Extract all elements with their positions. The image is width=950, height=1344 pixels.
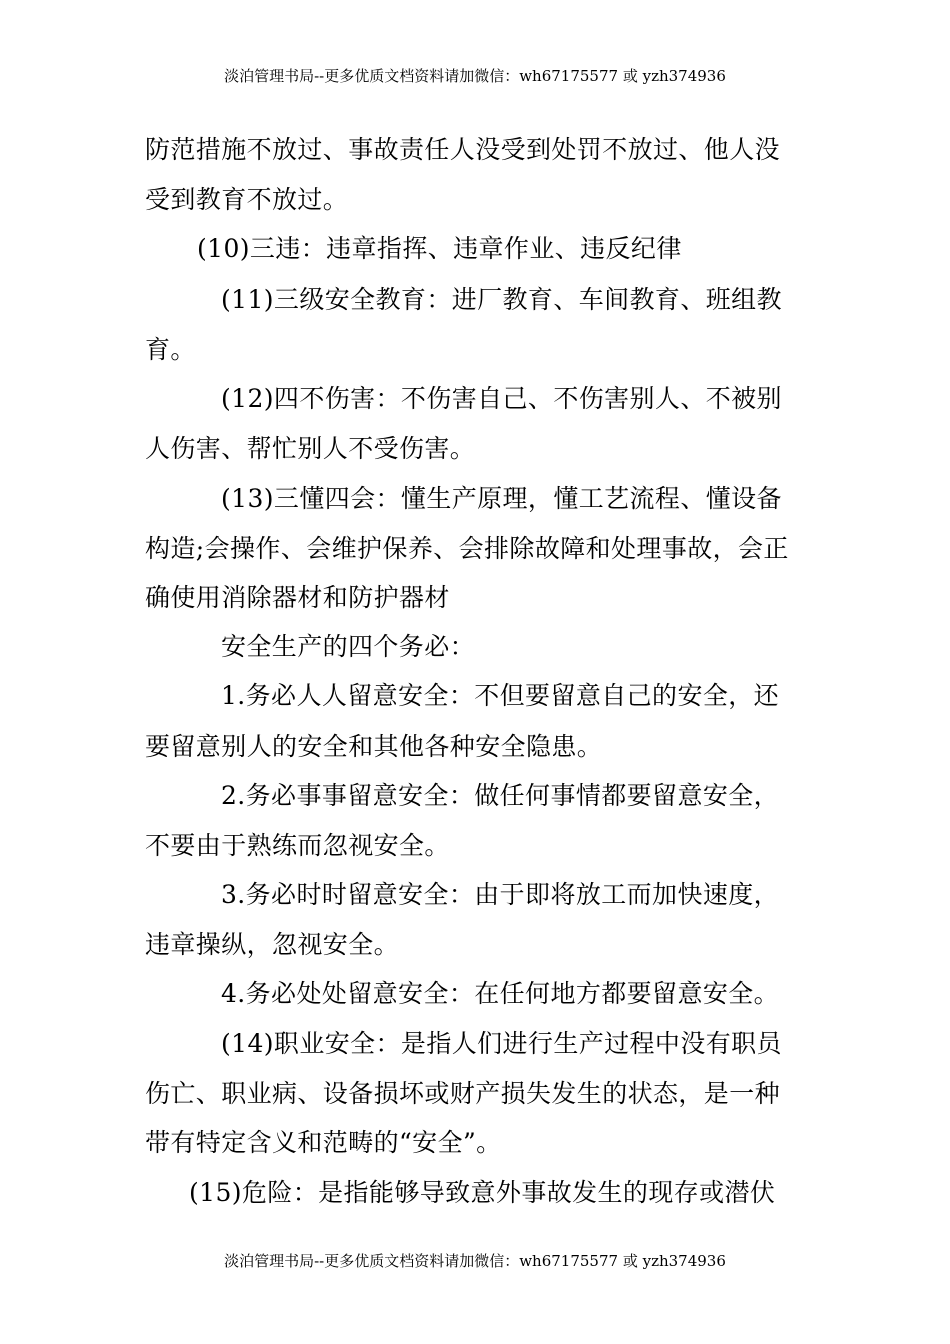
text-line: (13)三懂四会：懂生产原理，懂工艺流程、懂设备: [221, 484, 782, 513]
text-line: (11)三级安全教育：进厂教育、车间教育、班组教: [221, 285, 782, 314]
text-line: 构造;会操作、会维护保养、会排除故障和处理事故，会正: [145, 534, 789, 563]
text-line: 育。: [145, 335, 196, 364]
text-line: 不要由于熟练而忽视安全。: [145, 831, 450, 860]
text-line: 安全生产的四个务必：: [221, 632, 476, 661]
text-line: 受到教育不放过。: [145, 185, 349, 214]
text-line: 4.务必处处留意安全：在任何地方都要留意安全。: [221, 979, 780, 1008]
text-line: 1.务必人人留意安全：不但要留意自己的安全，还: [221, 681, 780, 710]
text-line: (15)危险：是指能够导致意外事故发生的现存或潜伏: [189, 1178, 776, 1207]
text-line: 违章操纵，忽视安全。: [145, 930, 400, 959]
text-line: (10)三违：违章指挥、违章作业、违反纪律: [197, 234, 682, 263]
text-line: 伤亡、职业病、设备损坏或财产损失发生的状态，是一种: [145, 1079, 781, 1108]
text-line: (14)职业安全：是指人们进行生产过程中没有职员: [221, 1029, 782, 1058]
text-line: 带有特定含义和范畴的“安全”。: [145, 1128, 502, 1157]
text-line: 防范措施不放过、事故责任人没受到处罚不放过、他人没: [145, 135, 781, 164]
text-line: 确使用消除器材和防护器材: [145, 583, 450, 612]
text-line: (12)四不伤害：不伤害自己、不伤害别人、不被别: [221, 384, 782, 413]
text-line: 3.务必时时留意安全：由于即将放工而加快速度，: [221, 880, 780, 909]
text-line: 人伤害、帮忙别人不受伤害。: [145, 434, 476, 463]
page-footer: 淡泊管理书局--更多优质文档资料请加微信：wh67175577 或 yzh374936: [224, 1252, 726, 1270]
page-header: 淡泊管理书局--更多优质文档资料请加微信：wh67175577 或 yzh374936: [224, 67, 726, 85]
text-line: 2.务必事事留意安全：做任何事情都要留意安全，: [221, 781, 780, 810]
text-line: 要留意别人的安全和其他各种安全隐患。: [145, 732, 603, 761]
